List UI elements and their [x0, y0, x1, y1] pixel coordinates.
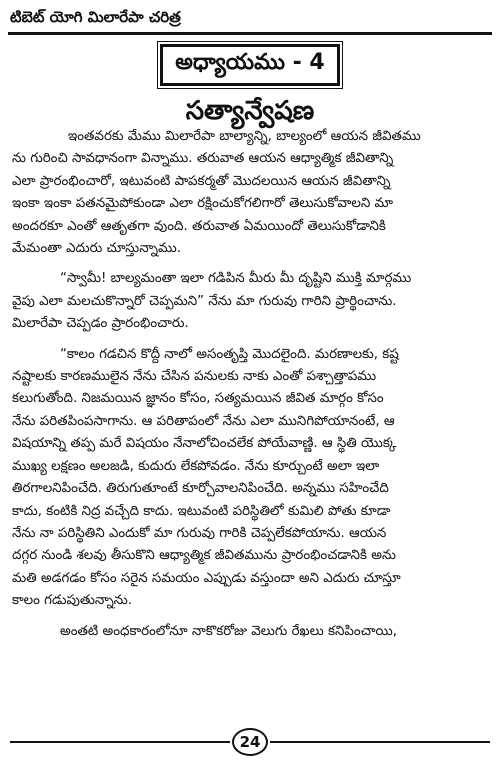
- page-footer: [0, 726, 500, 761]
- text-line: కలుగుతోంది. నిజమయిన జ్ఞానం కోసం, సత్యమయిన జీవిత మార్గం కోసం: [12, 391, 384, 407]
- text-line: ఎలా ప్రారంభించారో, ఇటువంటి పాపకర్మతో మొదలయిన ఆయన జీవితాన్ని: [12, 173, 391, 189]
- text-line: ఇంకా ఇంకా పతనమైపోకుండా ఎలా రక్షించుకోగలిగారో తెలుసుకోవాలని మా: [12, 196, 393, 212]
- text-line: నేను పరితపింపసాగాను. ఆ పరితాపంలో నేను ఎలా మునిగిపోయానంటే, ఆ: [12, 413, 395, 429]
- page-number: 24: [232, 728, 268, 756]
- text-line: విషయాన్ని తప్ప మరే విషయం నేనాలోచించలేక పోయేవాణ్ణి. ఆ స్థితి యొక్క: [12, 436, 397, 452]
- running-head: టిబెట్ యోగి మిలారేపా చరిత్ర: [10, 8, 181, 26]
- text-line: నష్టాలకు కారణములైన నేను చేసిన పనులకు నాకు ఎంతో పశ్చాత్తాపము: [12, 369, 377, 385]
- text-line: అందరకూ ఎంతో ఆతృతగా వుంది. తరువాత ఏమయిందో తెలుసుకోడానికి: [12, 218, 386, 234]
- footer-rule-right: [270, 741, 490, 743]
- text-line: ను గురించి సావధానంగా విన్నాము. తరువాత ఆయన ఆధ్యాత్మిక జీవితాన్ని: [12, 151, 394, 167]
- text-line: “కాలం గడచిన కొద్దీ నాలో అసంతృప్తి మొదలైంది. మరణాలకు, కష్ట: [60, 346, 399, 362]
- header-rule: [8, 32, 492, 35]
- text-line: మతి అడగడం కోసం సరైన సమయం ఎప్పుడు వస్తుందా అని ఎదురు చూస్తూ: [12, 570, 401, 586]
- text-line: “స్వామీ! బాల్యమంతా ఇలా గడిపిన మీరు మీ దృష్టిని ముక్తి మార్గము: [60, 271, 412, 287]
- text-line: అంతటి అంధకారంలోనూ నాకొకరోజు వెలుగు రేఖలు కనిపించాయి,: [60, 623, 397, 639]
- paragraph-4: [12, 621, 488, 643]
- chapter-label: అధ్యాయము - 4: [175, 50, 325, 75]
- body-text: [12, 126, 488, 724]
- chapter-label-box: [160, 44, 340, 86]
- paragraph-3: [12, 344, 488, 613]
- text-line: నేను నా పరిస్థితిని ఎందుకో మా గురువు గారికి చెప్పలేకపోయాను. ఆయన: [12, 525, 387, 541]
- paragraph-1: [12, 126, 488, 260]
- text-line: మిలారేపా చెప్పడం ప్రారంభించారు.: [12, 316, 189, 332]
- text-line: ముఖ్య లక్షణం అలజడి, కుదురు లేకపోవడం. నేను కూర్చుంటే అలా ఇలా: [12, 458, 380, 474]
- text-line: వైపు ఎలా మలచుకొన్నారో చెప్పమని” నేను మా గురువు గారిని ప్రార్థించాను.: [12, 293, 397, 309]
- footer-rule-left: [10, 741, 230, 743]
- text-line: దగ్గర నుండి శలవు తీసుకొని ఆధ్యాత్మిక జీవితమును ప్రారంభించడానికి అను: [12, 548, 397, 564]
- text-line: కాదు, కంటికి నిద్ర వచ్చేది కాదు. ఇటువంటి పరిస్థితిలో కుమిలి పోతు కూడా: [12, 503, 391, 519]
- text-line: తిరగాలనిపించేది. తిరుగుతూంటే కూర్చోవాలనిపించేది. అన్నము సహించేది: [12, 481, 389, 497]
- text-line: కాలం గడుపుతున్నాను.: [12, 593, 133, 609]
- text-line: మేమంతా ఎదురు చూస్తున్నాము.: [12, 241, 182, 257]
- chapter-title: సత్యాన్వేషణ: [185, 96, 315, 126]
- paragraph-2: [12, 268, 488, 335]
- text-line: ఇంతవరకు మేము మిలారేపా బాల్యాన్ని, బాల్యంలో ఆయన జీవితము: [68, 129, 421, 144]
